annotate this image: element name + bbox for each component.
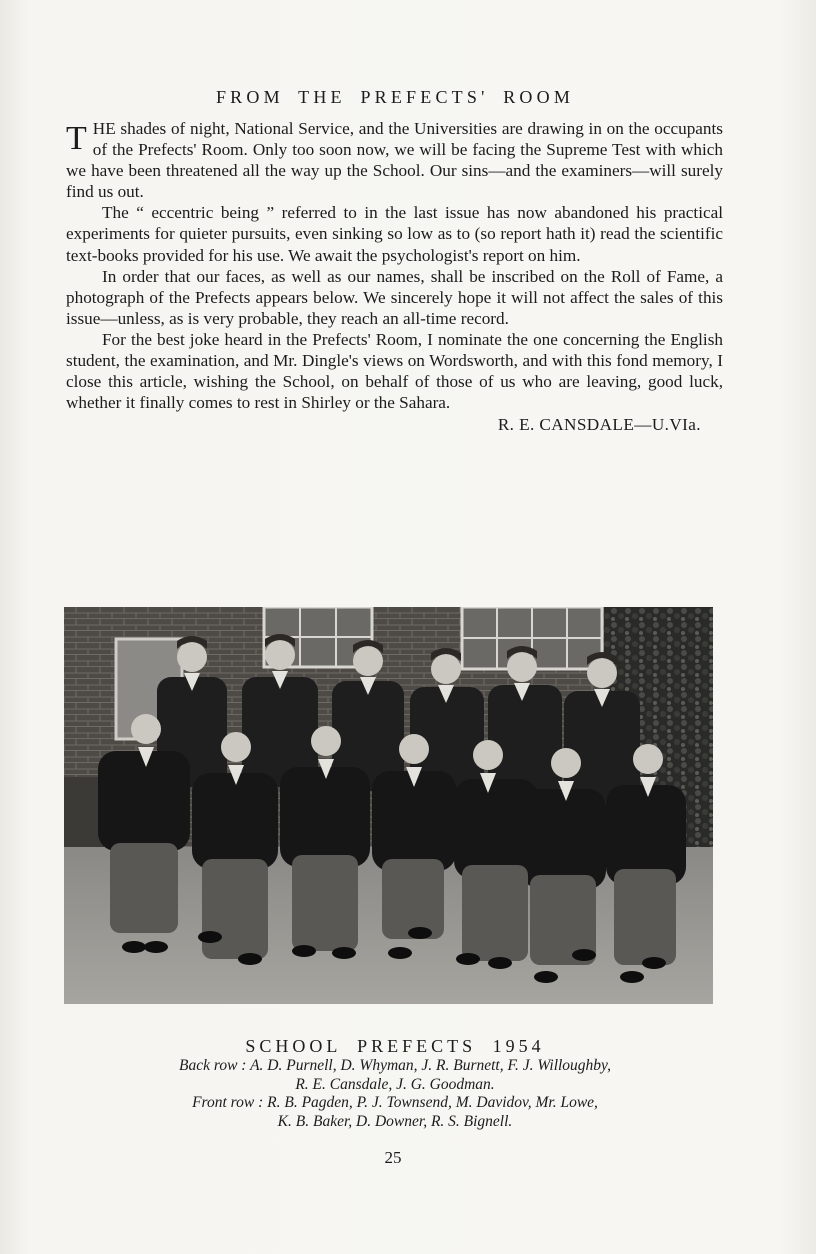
caption-back-row [60, 1057, 730, 1076]
front-row-label: Front row : [192, 1094, 264, 1111]
drop-cap: T [66, 120, 87, 157]
article-body [66, 118, 723, 435]
photo-caption-title: SCHOOL PREFECTS 1954 [245, 1036, 545, 1056]
photo-illustration [64, 607, 713, 1004]
article-paragraph: The “ eccentric being ” referred to in the last issue has now abandoned his practical experiments for quieter pursuits, even sinking so low as to (so report hath it) read the scientific text-books provided for his use. We await the psychologist's report on him. [66, 203, 723, 265]
caption-front-row [60, 1094, 730, 1113]
article-paragraph: In order that our faces, as well as our names, shall be inscribed on the Roll of Fame, a photograph of the Prefects appears below. We sincerely hope it will not affect the sales of this issue—unless, as is very probable, they reach an all-time record. [66, 266, 723, 328]
article-paragraph: For the best joke heard in the Prefects' Room, I nominate the one concerning the English student, the examination, and Mr. Dingle's views on Wordsworth, and with this fond memory, I close this article, wishing the School, on behalf of those of us who are leaving, good luck, whether it finally comes to rest in Shirley or the Sahara. [66, 329, 723, 413]
front-row-names-2: K. B. Baker, D. Downer, R. S. Bignell. [277, 1112, 513, 1130]
photo-caption [60, 1057, 730, 1131]
back-row-names-1: A. D. Purnell, D. Whyman, J. R. Burnett, F. J. Willoughby, [250, 1057, 611, 1074]
paragraph-text: HE shades of night, National Service, and the Universities are drawing in on the occupants of the Prefects' Room. Only too soon now, we will be facing the Supreme Test with which we have been threatened all the way up the School. Our sins—and the examiners—will surely find us out. [66, 119, 723, 202]
page-number: 25 [384, 1148, 402, 1167]
article-signature: R. E. CANSDALE—U.VIa. [497, 415, 701, 435]
front-row-names-1: R. B. Pagden, P. J. Townsend, M. Davidov, Mr. Lowe, [267, 1094, 598, 1111]
article-paragraph [66, 118, 723, 202]
back-row-label: Back row : [179, 1057, 247, 1074]
article-heading: FROM THE PREFECTS' ROOM [215, 87, 575, 107]
prefects-group-photo [64, 607, 713, 1004]
back-row-names-2: R. E. Cansdale, J. G. Goodman. [295, 1075, 495, 1093]
